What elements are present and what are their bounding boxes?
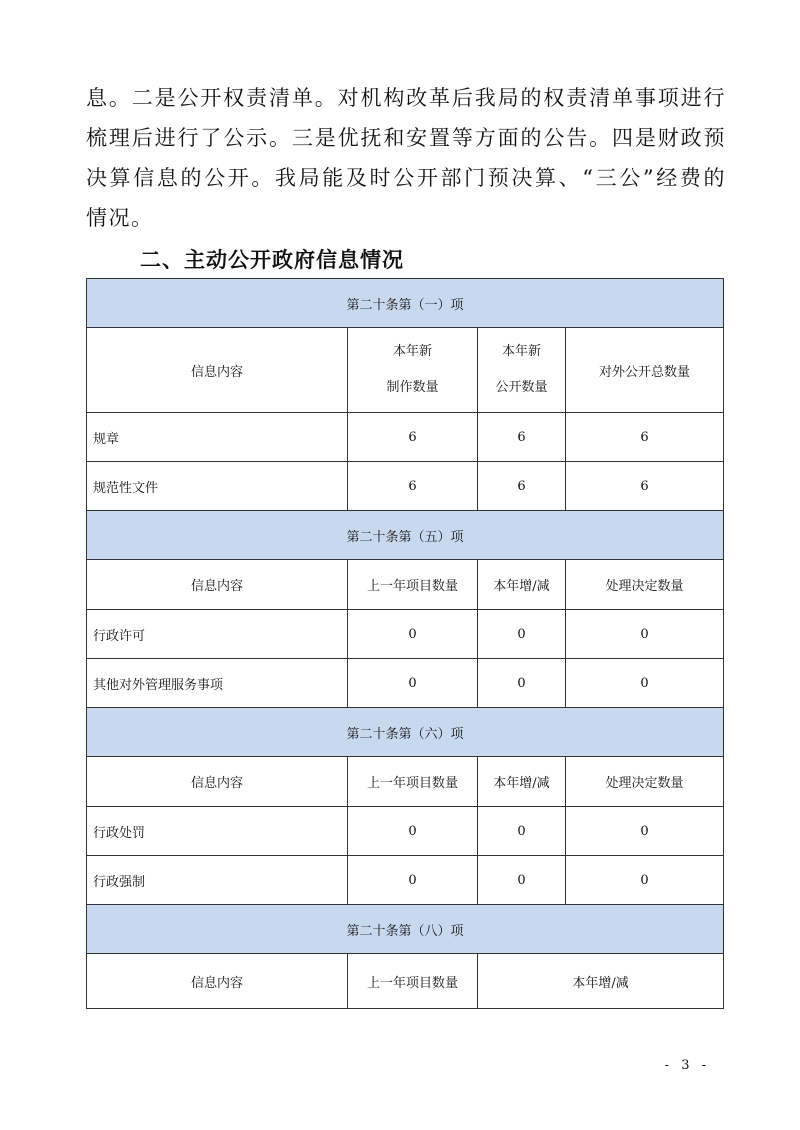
cell-value: 0 [566,610,724,659]
header-content: 信息内容 [87,757,348,807]
cell-value: 0 [478,659,566,708]
cell-value: 6 [566,413,724,462]
header-change: 本年增/减 [478,757,566,807]
table-row [87,413,724,462]
section-title: 第二十条第（六）项 [87,708,724,757]
cell-value: 0 [478,856,566,905]
table-row [87,856,724,905]
cell-value: 0 [566,856,724,905]
cell-value: 0 [348,610,478,659]
cell-value: 0 [566,807,724,856]
cell-value: 6 [348,462,478,511]
header-row [87,954,724,1009]
section-title-row [87,708,724,757]
section-title: 第二十条第（八）项 [87,905,724,954]
table-row [87,659,724,708]
header-prev-year: 上一年项目数量 [348,954,478,1009]
row-label: 规章 [87,413,348,462]
header-content: 信息内容 [87,954,348,1009]
cell-value: 6 [348,413,478,462]
paragraph-line: 情况。 [86,206,154,230]
disclosure-table [86,278,724,1009]
section-title: 第二十条第（一）项 [87,279,724,328]
header-row [87,328,724,413]
header-content: 信息内容 [87,560,348,610]
cell-value: 6 [566,462,724,511]
section-title-row [87,905,724,954]
header-decision: 处理决定数量 [566,757,724,807]
cell-value: 0 [566,659,724,708]
header-decision: 处理决定数量 [566,560,724,610]
section-title: 第二十条第（五）项 [87,511,724,560]
header-change: 本年增/减 [478,954,724,1009]
cell-value: 0 [478,807,566,856]
row-label: 其他对外管理服务事项 [87,659,348,708]
cell-value: 0 [478,610,566,659]
header-prev-year: 上一年项目数量 [348,757,478,807]
table-row [87,462,724,511]
cell-value: 6 [478,413,566,462]
row-label: 规范性文件 [87,462,348,511]
section-title-row [87,511,724,560]
body-paragraph [86,78,726,238]
cell-value: 6 [478,462,566,511]
table-row [87,807,724,856]
cell-value: 0 [348,856,478,905]
header-row [87,757,724,807]
header-new-made-line1: 本年新 [392,344,432,359]
paragraph-line: 梳理后进行了公示。三是优抚和安置等方面的公告。四是财政预 [86,126,726,150]
header-new-pub-line2: 公开数量 [495,380,548,395]
section-title-row [87,279,724,328]
header-new-pub-line1: 本年新 [501,344,541,359]
header-new-made [348,328,478,413]
cell-value: 0 [348,807,478,856]
header-new-made-line2: 制作数量 [386,380,439,395]
header-content: 信息内容 [87,328,348,413]
header-new-published [478,328,566,413]
paragraph-line: 决算信息的公开。我局能及时公开部门预决算、“三公”经费的 [86,166,726,190]
section-heading: 二、主动公开政府信息情况 [140,248,404,272]
header-prev-year: 上一年项目数量 [348,560,478,610]
row-label: 行政处罚 [87,807,348,856]
row-label: 行政强制 [87,856,348,905]
cell-value: 0 [348,659,478,708]
header-row [87,560,724,610]
row-label: 行政许可 [87,610,348,659]
table-row [87,610,724,659]
header-change: 本年增/减 [478,560,566,610]
page-number: - 3 - [664,1058,710,1073]
paragraph-line: 息。二是公开权责清单。对机构改革后我局的权责清单事项进行 [86,86,726,110]
header-total: 对外公开总数量 [566,328,724,413]
